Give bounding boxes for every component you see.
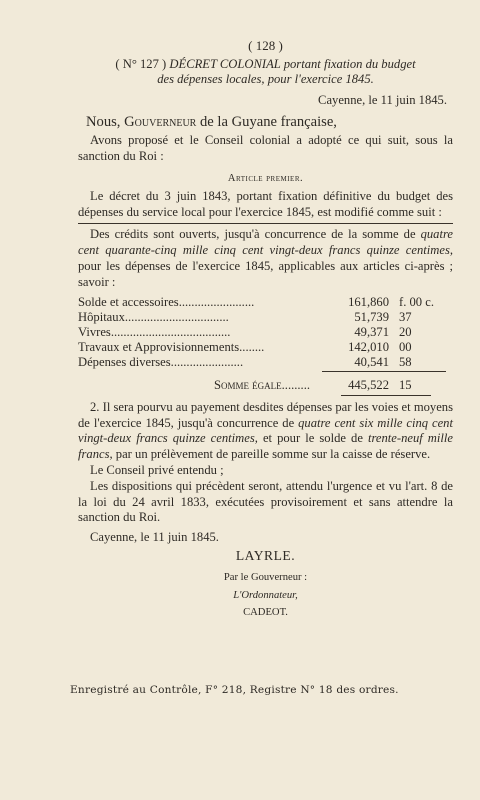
article2-italic-1: quatre cent six mille cinq cent vingt-deux francs quinze centimes, — [78, 415, 453, 446]
article2-text-2: et pour le solde de — [257, 431, 368, 446]
dateline: Cayenne, le 11 juin 1845. — [318, 92, 447, 107]
row-francs: 51,739 — [354, 309, 389, 324]
divider — [78, 223, 453, 224]
row-francs: 49,371 — [354, 324, 389, 339]
registration-note: Enregistré au Contrôle, F° 218, Registre N° 18 des ordres. — [70, 684, 399, 696]
page-content — [78, 38, 453, 621]
credits-paragraph — [78, 227, 453, 290]
article2-paragraph — [78, 400, 453, 463]
row-cents: 00 — [399, 340, 412, 355]
article2-italic-2: trente-neuf mille francs, — [78, 431, 453, 462]
row-francs: 40,541 — [354, 355, 389, 370]
nous-prefix: Nous, — [86, 113, 121, 130]
article2-text-1: 2. Il sera pourvu au payement desdites dépenses par les voies et moyens de l'exercice 1845, jusqu'à concurrence de — [78, 399, 453, 430]
table-row — [78, 355, 453, 370]
total-label: Somme égale......... — [214, 377, 310, 392]
row-label: Dépenses diverses....................... — [78, 355, 244, 370]
page-number: ( 128 ) — [248, 38, 283, 53]
row-cents: 20 — [399, 324, 412, 339]
table-row — [78, 295, 453, 310]
budget-table — [78, 295, 453, 371]
closing-date: Cayenne, le 11 juin 1845. — [90, 530, 219, 545]
par-le-gouverneur: Par le Gouverneur : — [223, 571, 308, 583]
row-label: Travaux et Approvisionnements........ — [78, 340, 265, 355]
table-row — [78, 310, 453, 325]
credits-text-2: pour les dépenses de l'exercice 1845, applicables aux articles ci-après ; savoir : — [78, 258, 453, 289]
credits-text-1: Des crédits sont ouverts, jusqu'à concurrence de la somme de — [90, 227, 421, 242]
nous-suffix: de la Guyane française, — [200, 113, 337, 130]
table-row — [78, 325, 453, 340]
total-cents: 15 — [399, 377, 412, 392]
gouverneur-title: Gouverneur — [124, 113, 197, 130]
row-label: Solde et accessoires........................ — [78, 294, 255, 309]
table-row — [78, 340, 453, 355]
nous-line — [86, 115, 453, 131]
row-cents: f. 00 c. — [399, 294, 434, 309]
sum-rule-2 — [341, 395, 431, 396]
row-francs: 142,010 — [348, 340, 389, 355]
dispositions-paragraph: Les dispositions qui précèdent seront, attendu l'urgence et vu l'art. 8 de la loi du 24 avril 1833, exécutées provisoirement et sans attendre la sanction du Roi. — [78, 478, 453, 525]
budget-total — [78, 372, 453, 393]
total-francs: 445,522 — [348, 377, 389, 392]
article-heading: Article premier. — [227, 172, 304, 184]
signature-layrle: LAYRLE. — [235, 547, 296, 563]
preamble: Avons proposé et le Conseil colonial a adopté ce qui suit, sous la sanction du Roi : — [78, 133, 453, 164]
decree-title-line2: des dépenses locales, pour l'exercice 1845. — [157, 71, 374, 86]
decree-title: DÉCRET COLONIAL portant fixation du budget — [169, 56, 416, 71]
row-label: Vivres...................................... — [78, 324, 231, 339]
total-row — [78, 372, 453, 393]
article1-paragraph: Le décret du 3 juin 1843, portant fixation définitive du budget des dépenses du service local pour l'exercice 1845, est modifié comme suit : — [78, 188, 453, 219]
row-cents: 58 — [399, 355, 412, 370]
row-label: Hôpitaux................................. — [78, 309, 229, 324]
row-francs: 161,860 — [348, 294, 389, 309]
decree-heading — [78, 57, 453, 87]
signature-cadeot: CADEOT. — [243, 607, 288, 619]
article2-text-3: par un prélèvement de pareille somme sur la caisse de réserve. — [112, 447, 431, 462]
decree-number: ( N° 127 ) — [115, 56, 167, 71]
credits-amount-italic: quatre cent quarante-cinq mille cinq cent vingt-deux francs quinze centimes, — [78, 227, 453, 258]
row-cents: 37 — [399, 309, 412, 324]
conseil-line: Le Conseil privé entendu ; — [90, 462, 224, 477]
ordonnateur: L'Ordonnateur, — [233, 589, 298, 601]
